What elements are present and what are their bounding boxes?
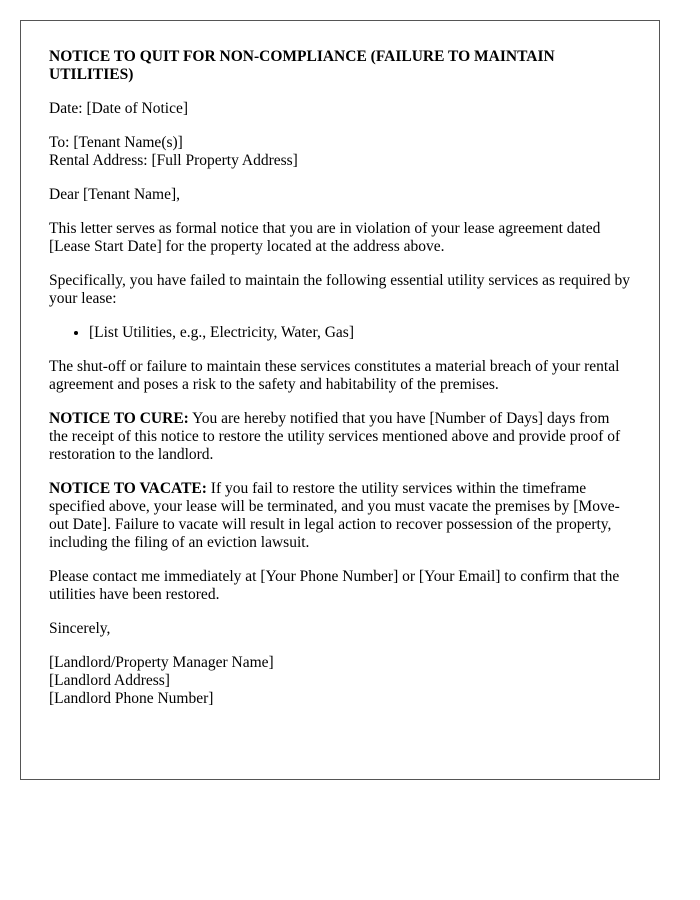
to-line: To: [Tenant Name(s)]	[49, 134, 183, 151]
signature-address: [Landlord Address]	[49, 672, 170, 689]
notice-to-vacate-text: If you fail to restore the utility services within the timeframe specified above, your lease will be terminated, and you must vacate the premises by [Move-out Date]. Failure to vacate will result in legal action to recover possession of the property, including the filing of an eviction lawsuit.	[49, 480, 620, 551]
breach-paragraph: The shut-off or failure to maintain these services constitutes a material breach of your rental agreement and poses a risk to the safety and habitability of the premises.	[49, 358, 620, 393]
intro-paragraph: This letter serves as formal notice that you are in violation of your lease agreement dated [Lease Start Date] for the property located at the address above.	[49, 220, 601, 255]
specific-paragraph: Specifically, you have failed to maintain the following essential utility services as required by your lease:	[49, 272, 630, 307]
notice-to-cure-label: NOTICE TO CURE:	[49, 410, 189, 427]
notice-to-cure-text: You are hereby notified that you have [Number of Days] days from the receipt of this notice to restore the utility services mentioned above and provide proof of restoration to the landlord.	[49, 410, 621, 463]
contact-paragraph: Please contact me immediately at [Your Phone Number] or [Your Email] to confirm that the utilities have been restored.	[49, 568, 620, 603]
rental-address-line: Rental Address: [Full Property Address]	[49, 152, 298, 169]
signature-phone: [Landlord Phone Number]	[49, 690, 214, 707]
notice-to-cure-paragraph	[49, 410, 631, 464]
utilities-list	[49, 324, 631, 342]
notice-to-vacate-paragraph	[49, 480, 631, 552]
date-line: Date: [Date of Notice]	[49, 100, 189, 117]
notice-to-vacate-label: NOTICE TO VACATE:	[49, 480, 207, 497]
recipient-block	[49, 134, 631, 170]
signature-name: [Landlord/Property Manager Name]	[49, 654, 274, 671]
notice-letter	[20, 20, 660, 780]
closing: Sincerely,	[49, 620, 111, 637]
utilities-list-item: • [List Utilities, e.g., Electricity, Water, Gas]	[89, 324, 631, 342]
notice-title: NOTICE TO QUIT FOR NON-COMPLIANCE (FAILURE TO MAINTAIN UTILITIES)	[49, 48, 555, 83]
salutation: Dear [Tenant Name],	[49, 186, 181, 203]
signature-block	[49, 654, 631, 708]
